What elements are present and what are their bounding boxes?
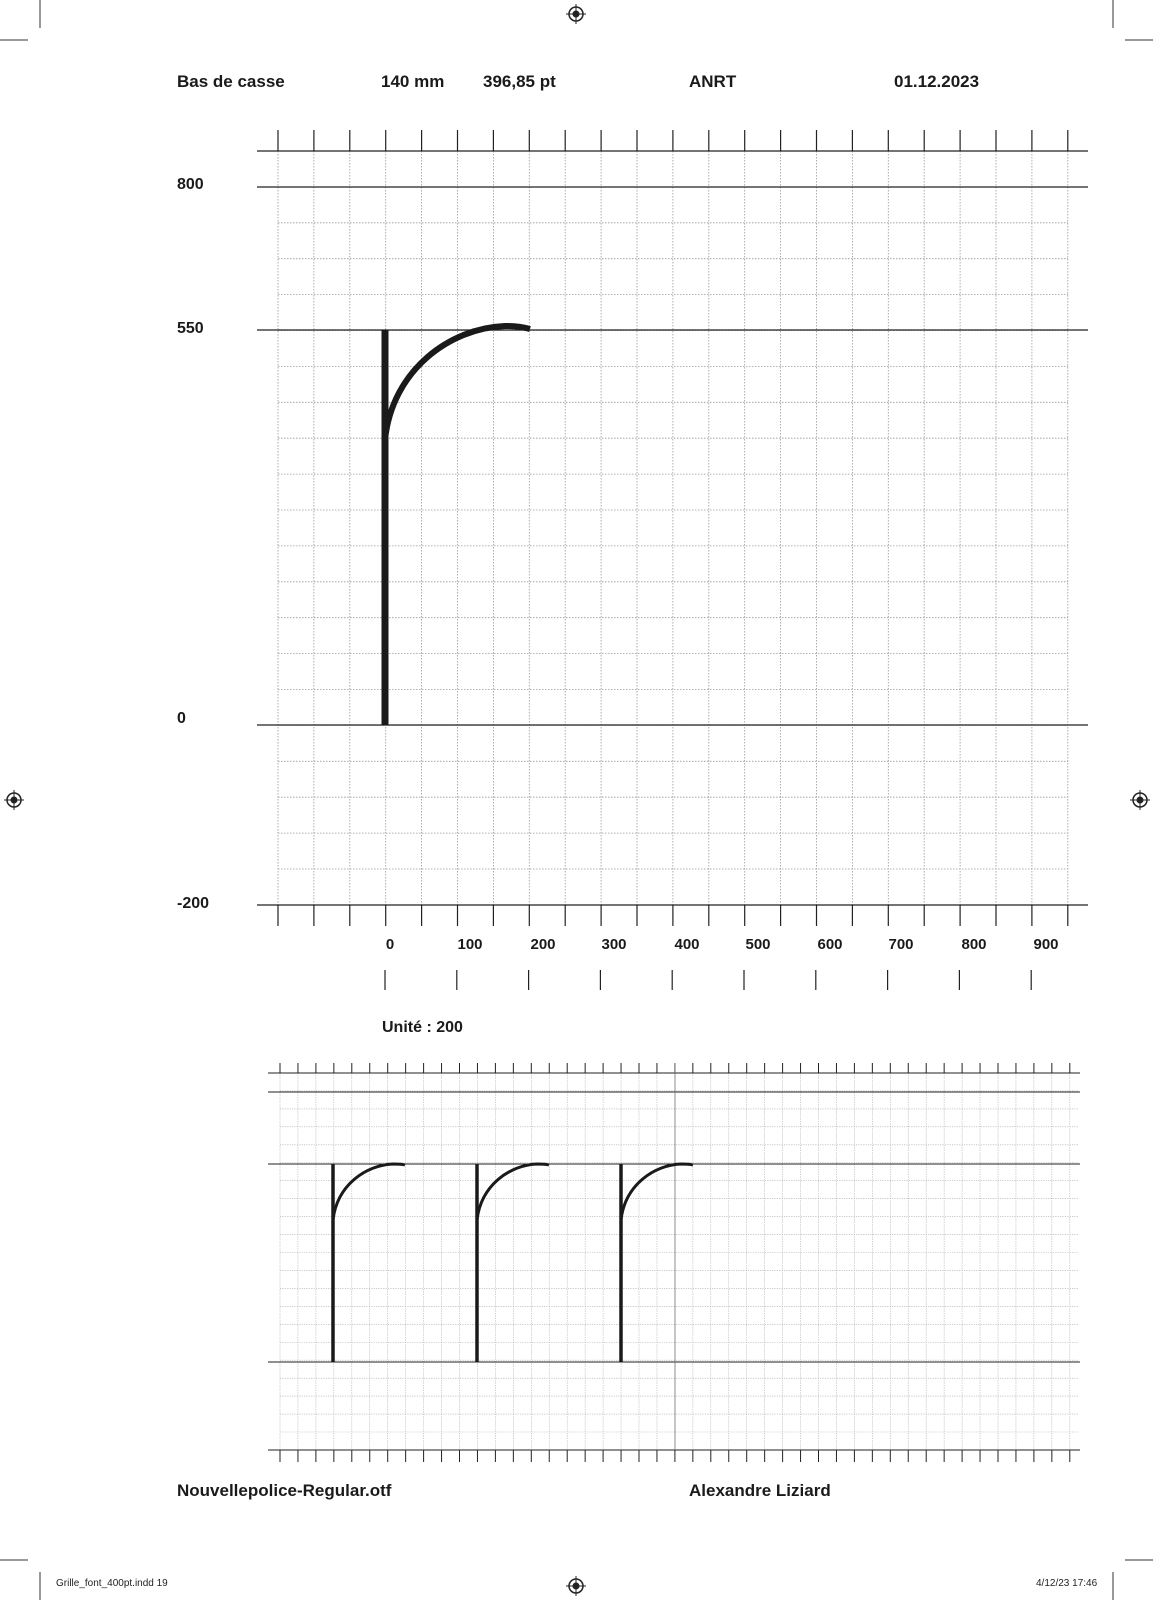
y-label-800: 800 [177,176,204,193]
author-label: Alexandre Liziard [689,1481,831,1500]
slug-file: Grille_font_400pt.indd 19 [56,1578,168,1589]
x-label-600: 600 [817,936,843,953]
unit-label: Unité : 200 [382,1019,463,1036]
x-label-100: 100 [457,936,483,953]
preview-glyph-r-arm [333,1164,405,1220]
font-file-label: Nouvellepolice-Regular.otf [177,1481,392,1500]
y-label-550: 550 [177,320,204,337]
x-label-900: 900 [1033,936,1059,953]
size-mm-label: 140 mm [381,72,445,91]
x-label-500: 500 [745,936,771,953]
date-label: 01.12.2023 [894,72,980,91]
x-label-400: 400 [674,936,700,953]
x-label-800: 800 [961,936,987,953]
preview-glyph-r-arm [477,1164,549,1220]
x-label-0: 0 [385,936,395,953]
y-label-minus-200: -200 [177,895,210,912]
org-label: ANRT [689,72,737,91]
y-label-0: 0 [177,710,186,727]
slug-timestamp: 4/12/23 17:46 [1036,1578,1098,1589]
x-label-200: 200 [530,936,556,953]
size-pt-label: 396,85 pt [483,72,556,91]
x-label-700: 700 [888,936,914,953]
category-label: Bas de casse [177,72,285,91]
x-label-300: 300 [601,936,627,953]
